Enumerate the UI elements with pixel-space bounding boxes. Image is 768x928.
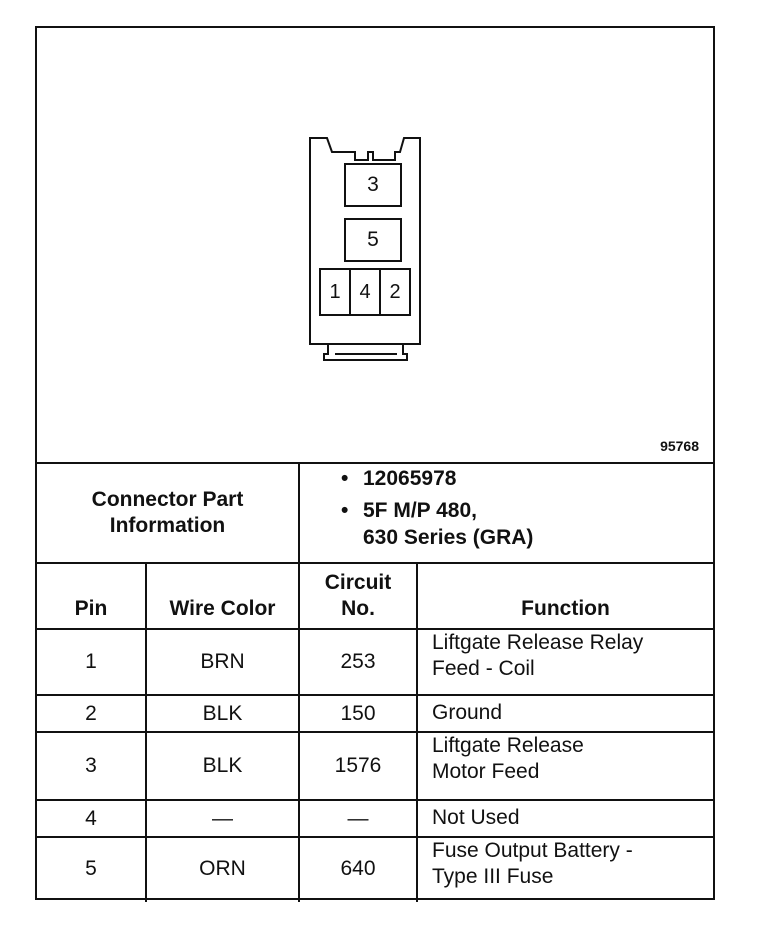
- row-4-pin: 4: [85, 806, 97, 830]
- cavity-label: 5: [367, 228, 379, 251]
- series-line1: 5F M/P 480,: [363, 499, 478, 523]
- row-1-circuit: 253: [340, 650, 376, 673]
- row-2-wire-color: BLK: [202, 701, 243, 725]
- series-bullet: [341, 498, 533, 551]
- connector-diagram-area: [37, 28, 713, 462]
- cavity-label: 3: [367, 173, 379, 196]
- cavity-1: [321, 270, 351, 314]
- connector-latch: [324, 344, 407, 360]
- header-circuit-no: Circuit No.: [324, 570, 392, 620]
- row-1-wire-color: BRN: [200, 650, 245, 673]
- row-2-function: Ground: [432, 701, 503, 725]
- row-3-pin: 3: [85, 754, 97, 777]
- bullet-icon: •: [341, 467, 349, 490]
- header-pin: Pin: [74, 596, 108, 620]
- header-wire-color: Wire Color: [169, 596, 276, 620]
- row-5-circuit: 640: [340, 857, 376, 880]
- cavity-3: [344, 163, 402, 207]
- row-3-circuit: 1576: [334, 754, 382, 777]
- connector-sheet: [35, 26, 715, 900]
- divider-part-info-vertical: [298, 462, 300, 562]
- cavity-5: [344, 218, 402, 262]
- row-5-pin: 5: [85, 857, 97, 880]
- part-number: 12065978: [363, 467, 457, 490]
- cavity-label: 4: [359, 280, 371, 303]
- cavity-label: 2: [389, 280, 401, 303]
- row-4-function: Not Used: [432, 806, 520, 830]
- bullet-icon: •: [341, 499, 349, 523]
- header-function: Function: [521, 596, 610, 620]
- row-5-wire-color: ORN: [199, 857, 246, 880]
- row-3-wire-color: BLK: [202, 754, 243, 777]
- series-line2: 630 Series (GRA): [363, 525, 534, 549]
- row-1-function: Liftgate Release Relay Feed - Coil: [432, 631, 644, 681]
- row-2-circuit: 150: [340, 701, 376, 725]
- cavity-label: 1: [329, 280, 341, 303]
- row-4-wire-color: —: [212, 806, 233, 830]
- cavity-4: [351, 270, 381, 314]
- figure-number: 95768: [660, 438, 699, 454]
- part-number-bullet: [341, 466, 533, 492]
- row-1-pin: 1: [85, 650, 97, 673]
- row-3-function: Liftgate Release Motor Feed: [432, 734, 584, 784]
- row-4-circuit: —: [347, 806, 369, 830]
- part-info-label: Connector Part Information: [91, 487, 244, 537]
- part-info-bullets: [341, 466, 533, 557]
- row-2-pin: 2: [85, 701, 97, 725]
- cavity-2: [381, 270, 409, 314]
- cavity-row-bottom: [319, 268, 411, 316]
- row-5-function: Fuse Output Battery - Type III Fuse: [432, 839, 633, 889]
